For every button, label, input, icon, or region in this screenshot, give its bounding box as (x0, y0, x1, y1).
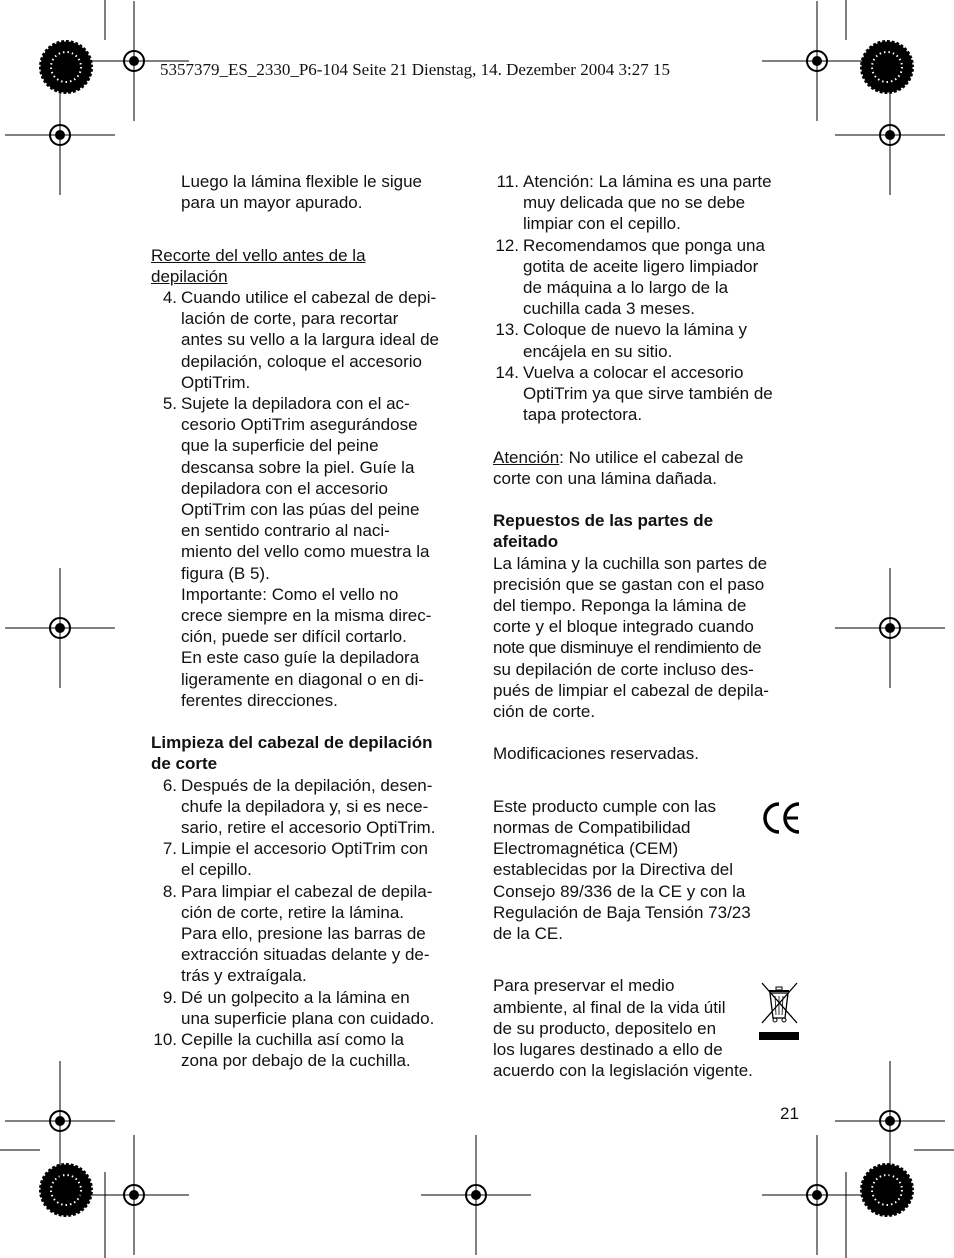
warning-paragraph: Atención: No utilice el cabezal de corte con una lámina dañada. (493, 447, 744, 488)
list-item: 5. Sujete la depiladora con el ac- cesorio OptiTrim asegurándose que la superficie del peine descansa sobre la piel. Guíe la depiladora con el accesorio OptiTrim con las púas del peine en sentido contrario al naci- miento del vello como muestra la figura (B 5). Importante: Como el vello no crece siempre en la misma direc- ción, puede ser difícil cortarlo. En este caso guíe la depiladora ligeramente en diagonal o en di- ferentes direcciones. (162, 394, 432, 710)
list-item: 10. Cepille la cuchilla así como la zona por debajo de la cuchilla. (153, 1030, 411, 1071)
modifications-note: Modificaciones reservadas. (493, 744, 699, 764)
print-header: 5357379_ES_2330_P6-104 Seite 21 Dienstag, 14. Dezember 2004 3:27 15 (160, 60, 670, 79)
list-item: 12. Recomendamos que ponga una gotita de aceite ligero limpiador de máquina a lo largo de la cuchilla cada 3 meses. (495, 235, 765, 319)
list-item: 4. Cuando utilice el cabezal de depi- lación de corte, para recortar antes su vello a la largura ideal de depilación, coloque el accesorio OptiTrim. (162, 288, 439, 392)
crossed-bin-icon (757, 980, 801, 1042)
starburst-target-icon (39, 1163, 93, 1217)
list-item: 13. Coloque de nuevo la lámina y encájela en su sitio. (495, 320, 747, 361)
spare-parts-paragraph: La lámina y la cuchilla son partes de precisión que se gastan con el paso del tiempo. Reponga la lámina de corte y el bloque integrado cuando note que disminuye el rendimiento de su depilación de corte incluso des- pués de limpiar el cabezal de depila- ción de corte. (493, 553, 769, 722)
left-column (151, 171, 471, 1072)
list-item: 8. Para limpiar el cabezal de depila- ción de corte, retire la lámina. Para ello, presione las barras de extracción situadas delante y de- trás y extraígala. (162, 881, 433, 986)
intro-paragraph: Luego la lámina flexible le sigue para un mayor apurado. (181, 172, 422, 213)
list-item: 6. Después de la depilación, desen- chufe la depiladora y, si es nece- sario, retire el accesorio OptiTrim. (162, 775, 436, 838)
ce-mark-icon (762, 800, 802, 836)
section-heading-cleaning: Limpieza del cabezal de depilación de corte (151, 733, 433, 774)
list-item: 7. Limpie el accesorio OptiTrim con el cepillo. (162, 839, 428, 880)
starburst-target-icon (860, 1163, 914, 1217)
right-column (493, 171, 813, 1081)
page-number: 21 (780, 1104, 799, 1123)
starburst-target-icon (860, 40, 914, 94)
list-item: 9. Dé un golpecito a la lámina en una superficie plana con cuidado. (162, 987, 435, 1028)
section-heading-trim: Recorte del vello antes de la depilación (151, 245, 366, 286)
list-item: 11. Atención: La lámina es una parte muy delicada que no se debe limpiar con el cepillo. (496, 172, 772, 234)
ce-compliance-paragraph: Este producto cumple con las normas de Compatibilidad Electromagnética (CEM) establecidas por la Directiva del Consejo 89/336 de la CE y con la Regulación de Baja Tensión 73/23 de la CE. (493, 796, 751, 944)
environment-paragraph: Para preservar el medio ambiente, al final de la vida útil de su producto, depositelo en los lugares destinado a ello de acuerdo con la legislación vigente. (493, 976, 753, 1081)
section-heading-spare-parts: Repuestos de las partes de afeitado (493, 511, 714, 552)
starburst-target-icon (39, 40, 93, 94)
list-item: 14. Vuelva a colocar el accesorio OptiTrim ya que sirve también de tapa protectora. (495, 362, 773, 425)
